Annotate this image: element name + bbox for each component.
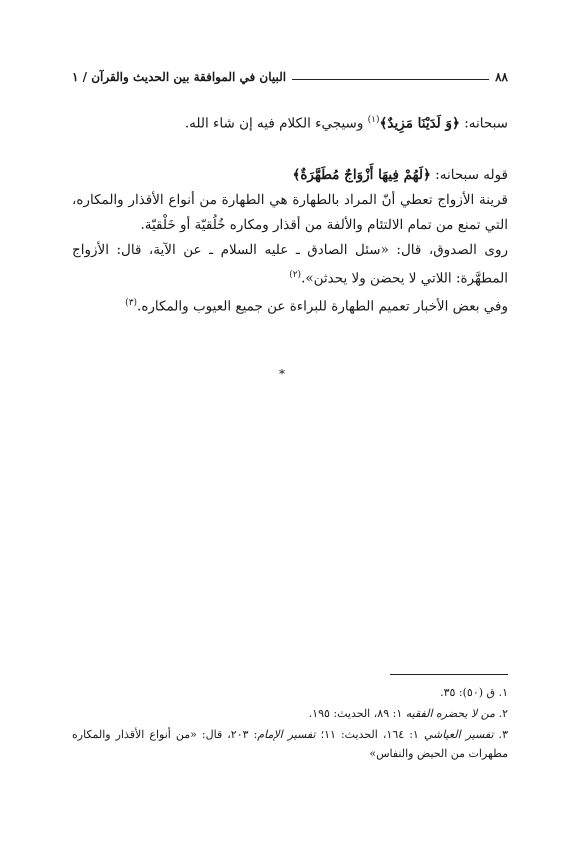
paragraph-4 <box>72 238 508 292</box>
footnote-3-number: ٣. <box>493 728 508 741</box>
footnotes <box>72 683 508 765</box>
paragraph-gap <box>72 137 508 163</box>
footnote-1: ١. ق (٥٠): ٣٥. <box>440 686 508 699</box>
footnote-3-rest: : ٢٠٣، قال: «من أنواع الأقذار والمكاره مطهرات من الحيض والنفاس» <box>72 728 508 760</box>
footnote-3-title-1: تفسير العياشي <box>423 728 494 741</box>
paragraph-2 <box>72 163 508 188</box>
footnote-ref-2[interactable]: (٢) <box>289 269 302 280</box>
footnote-2-number: ٢. <box>495 707 508 720</box>
header-rule <box>292 79 489 80</box>
page-number: ٨٨ <box>495 70 508 84</box>
quran-verse-2: ﴿لَهُمْ فِيهَا أَزْوَاجٌ مُطَهَّرَةٌ﴾ <box>292 166 431 183</box>
running-title: البيان في الموافقة بين الحديث والقرآن / ١ <box>72 70 287 84</box>
paragraph-5 <box>72 291 508 320</box>
paragraph-1 <box>72 108 508 137</box>
section-separator: * <box>279 367 285 381</box>
footnote-2-rest: ١: ٨٩، الحديث: ١٩٥. <box>308 707 406 720</box>
footnote-3-title-2: تفسير الإمام <box>257 728 316 741</box>
running-header <box>72 62 508 84</box>
footnote-2 <box>72 704 508 723</box>
paragraph-3: قرينة الأزواج تعطي أنّ المراد بالطهارة هي الطهارة من أنواع الأقذار والمكاره، التي تمنع من تمام الالتئام والألفة من أقذار ومكاره خُلُقيّة أو خَلْقيّة. <box>72 191 508 233</box>
footnote-rule <box>390 674 508 675</box>
p2-prefix: قوله سبحانه: <box>430 166 508 183</box>
p4-text: روى الصدوق، قال: «سئل الصادق ـ عليه السلام ـ عن الآية، قال: الأزواج المطهَّرة: اللاتي لا يحضن ولا يحدثن». <box>72 241 508 286</box>
main-text <box>72 108 508 320</box>
footnote-3 <box>72 725 508 763</box>
footnote-ref-1[interactable]: (١) <box>367 115 380 125</box>
p1-rest: وسيجيء الكلام فيه إن شاء الله. <box>184 115 368 132</box>
footnote-3-mid: ١: ١٦٤، الحديث: ١١؛ <box>315 728 424 741</box>
footnote-2-title: من لا يحضره الفقيه <box>405 707 496 720</box>
p5-text: وفي بعض الأخبار تعميم الطهارة للبراءة عن جميع العيوب والمكاره. <box>137 298 508 315</box>
quran-verse-1: ﴿وَ لَدَيْنَا مَزِيدٌ﴾ <box>379 115 460 132</box>
footnote-ref-3[interactable]: (٣) <box>125 298 138 308</box>
p1-prefix: سبحانه: <box>459 115 508 132</box>
